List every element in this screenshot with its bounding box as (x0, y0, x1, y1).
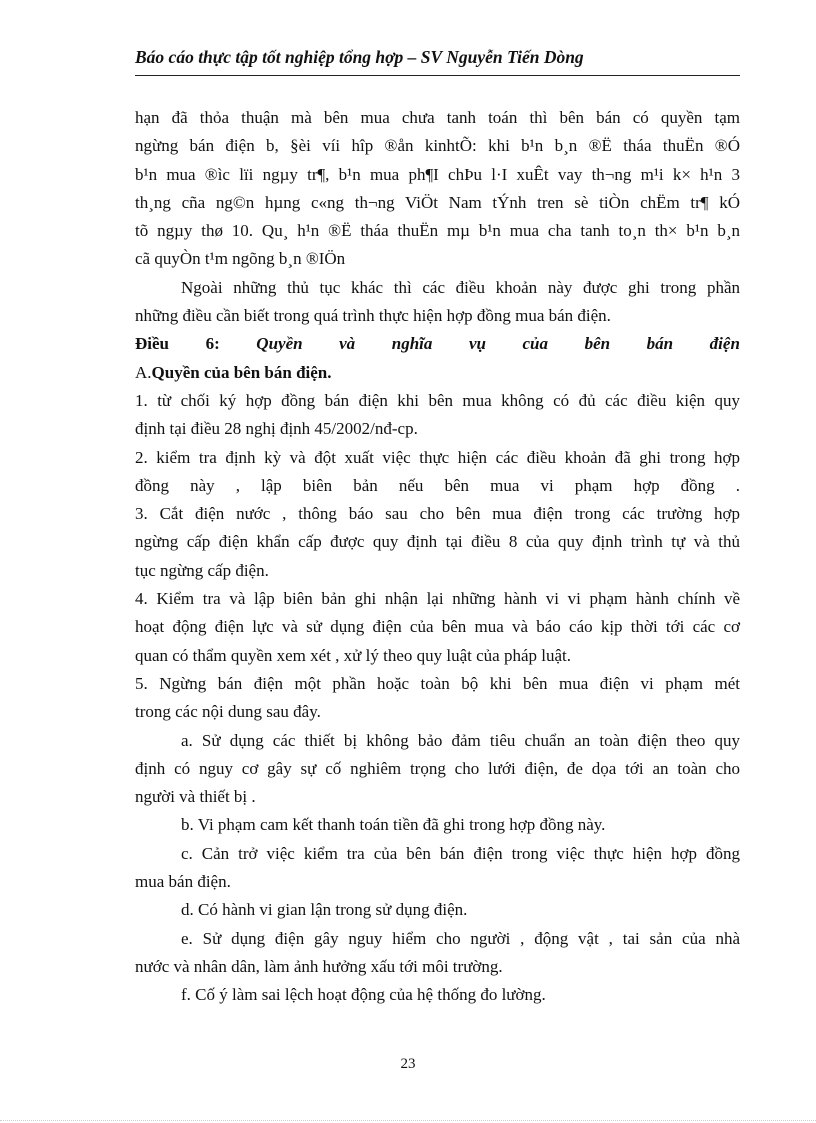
article-title-word: bên (584, 334, 611, 354)
article-title-word: Quyền (256, 334, 303, 354)
page-number: 23 (400, 1056, 416, 1072)
text-line: tõ ngµy thø 10. Qu¸ h¹n ®Ë tháa thuËn mµ b¹n mua cha tanh to¸n th× b¹n b¸n (135, 221, 740, 241)
text-line: định có nguy cơ gây sự cố nghiêm trọng cho lưới điện, đe dọa tới an toàn cho (135, 758, 740, 778)
article-title-word: nghĩa (391, 334, 433, 354)
text-line: f. Cố ý làm sai lệch hoạt động của hệ thống đo lường. (181, 985, 546, 1005)
text-line: b¹n mua ®ìc lïi ngµy tr¶, b¹n mua ph¶I chÞu l·I xuÊt vay th¬ng m¹i k× h¹n 3 (135, 164, 740, 184)
article-number: 6: (205, 334, 220, 354)
article-title-word: và (339, 334, 356, 354)
text-line: b. Vi phạm cam kết thanh toán tiền đã ghi trong hợp đồng này. (181, 815, 606, 835)
text-line: 3. Cắt điện nước , thông báo sau cho bên mua điện trong các trường hợp (135, 504, 740, 524)
article-title-word: bán (646, 334, 674, 354)
intro-paragraphs (135, 104, 740, 330)
body-paragraphs (135, 387, 740, 1010)
bottom-divider (0, 1120, 816, 1121)
text-line: cã quyÒn t¹m ngõng b¸n ®IÖn (135, 249, 346, 269)
article-title-word: vụ (468, 334, 486, 354)
text-line: 4. Kiểm tra và lập biên bản ghi nhận lại những hành vi vi phạm hành chính về (135, 589, 740, 609)
text-line: đồng này , lập biên bản nếu bên mua vi phạm hợp đồng . (135, 475, 740, 495)
text-line: e. Sử dụng điện gây nguy hiểm cho người , động vật , tai sản của nhà (181, 928, 740, 948)
text-line: hoạt động điện lực và sử dụng điện của bên mua và báo cáo kịp thời tới các cơ (135, 617, 740, 637)
section-heading (135, 359, 740, 387)
text-line: trong các nội dung sau đây. (135, 702, 321, 722)
text-line: những điều cần biết trong quá trình thực hiện hợp đồng mua bán điện. (135, 306, 611, 326)
text-line: quan có thẩm quyền xem xét , xử lý theo quy luật của pháp luật. (135, 645, 571, 665)
article-title-word: điện (709, 334, 740, 354)
section-letter: A. (135, 362, 152, 382)
text-line: tục ngừng cấp điện. (135, 560, 269, 580)
text-line: Ngoài những thủ tục khác thì các điều khoản này được ghi trong phần (181, 277, 740, 297)
text-line: 1. từ chối ký hợp đồng bán điện khi bên mua không có đủ các điều kiện quy (135, 390, 740, 410)
text-line: a. Sử dụng các thiết bị không bảo đảm tiêu chuẩn an toàn điện theo quy (181, 730, 740, 750)
text-line: c. Cản trở việc kiểm tra của bên bán điện trong việc thực hiện hợp đồng (181, 843, 740, 863)
text-line: định tại điều 28 nghị định 45/2002/nđ-cp. (135, 419, 418, 439)
text-line: d. Có hành vi gian lận trong sử dụng điện. (181, 900, 468, 920)
document-body (135, 104, 740, 1010)
text-line: hạn đã thỏa thuận mà bên mua chưa tanh toán thì bên bán có quyền tạm (135, 108, 740, 127)
section-title: Quyền của bên bán điện. (151, 362, 332, 382)
page-header (135, 47, 740, 76)
header-title: Báo cáo thực tập tốt nghiệp tổng hợp – SV Nguyễn Tiến Dòng (135, 47, 584, 67)
text-line: 2. kiểm tra định kỳ và đột xuất việc thực hiện các điều khoản đã ghi trong hợp (135, 447, 740, 467)
text-line: ngừng cấp điện khẩn cấp được quy định tại điều 8 của quy định trình tự và thủ (135, 532, 740, 552)
text-line: th¸ng cña ng©n hµng c«ng th¬ng ViÖt Nam tÝnh tren sè tiÒn chËm tr¶ kÓ (135, 192, 740, 212)
text-line: mua bán điện. (135, 872, 231, 892)
text-line: người và thiết bị . (135, 787, 256, 807)
article-label: Điều (135, 334, 169, 354)
article-heading (135, 330, 740, 358)
text-line: ngừng bán điện b, §èi víi hîp ®ån kinhtÕ: khi b¹n b¸n ®Ë tháa thuËn ®Ó (135, 136, 740, 156)
text-line: nước và nhân dân, làm ảnh hưởng xấu tới môi trường. (135, 956, 503, 976)
article-title-word: của (522, 334, 549, 354)
text-line: 5. Ngừng bán điện một phần hoặc toàn bộ khi bên mua điện vi phạm mét (135, 673, 740, 693)
